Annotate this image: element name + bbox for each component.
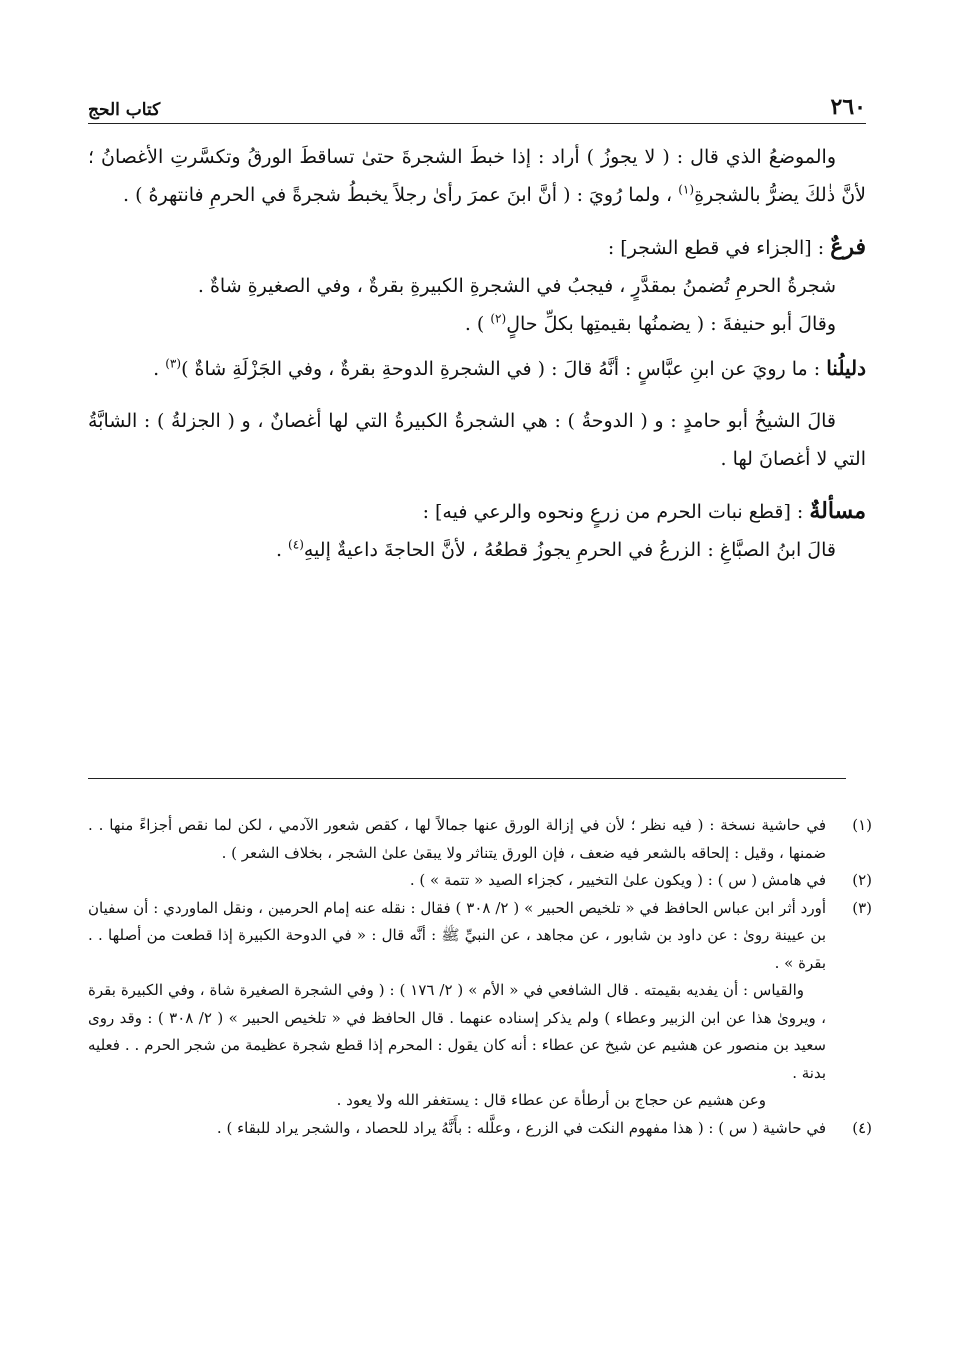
header-divider <box>88 123 866 124</box>
paragraph-1: والموضعُ الذي قال : ( لا يجوزُ ) أراد : إذا خبطَ الشجرةَ حتىٰ تساقطَ الورقُ وتكسَّرتِ الأغصانُ ؛ لأنَّ ذٰلكَ يضرُّ بالشجرةِ$^{(١)}$ ، ولما رُويَ : ( أنَّ ابنَ عمرَ رأىٰ رجلاً يخبطُ شجرةً في الحرمِ فانتهرهُ ) . <box>88 146 866 206</box>
masala-title: : [قطع نبات الحرم من زرعٍ ونحوه والرعي فيه] : <box>422 501 810 523</box>
page-number: ٢٦٠ <box>830 94 866 120</box>
footnote-3 <box>88 895 872 1115</box>
footnote-divider <box>88 778 846 779</box>
footnote-number: (٤) <box>852 1118 872 1137</box>
far-title: : [الجزاء في قطع الشجر] : <box>607 237 831 259</box>
footnote-ref-2: (٢) <box>490 311 507 326</box>
paragraph-4: دليلُنا : ما رويَ عن ابنِ عبَّاسٍ : أنَّهُ قالَ : ( في الشجرةِ الدوحةِ بقرةٌ ، وفي الجَزْلَةِ شاةٌ )$^{(٣)}$ . <box>153 356 866 380</box>
footnote-text: أورد أثر ابن عباس الحافظ في « تلخيص الحبير » ( ٢/ ٣٠٨ ) فقال : نقله عنه إمام الحرمين ، ونقل الماوردي : أن سفيان بن عيينة روىٰ : عن داود بن شابور ، عن مجاهد ، عن النبيِّ ﷺ : أنَّه قال : « في الدوحة الكبيرة إذا قطعت من أصلها . . بقرة » . <box>88 898 827 972</box>
footnote-4 <box>88 1115 872 1143</box>
footnote-text: في حاشية نسخة : ( فيه نظر ؛ لأن في إزالة الورق عنها جمالاً لها ، كقص شعور الآدمي ، لكن لما نقص أجزاءً منها . . ضمنها ، وقيل : إلحاقه بالشعر فيه ضعف ، فإن الورق يتناثر ولا يبقىٰ علىٰ الشجر ، بخلاف الشعر ) . <box>88 816 826 862</box>
footnote-text-continued: والقياس : أن يفديه بقيمته . قال الشافعي في « الأم » ( ٢/ ١٧٦ ) : ( وفي الشجرة الصغيرة شاة ، وفي الكبيرة بقرة ، ويروىٰ هذا عن ابن الزبير وعطاء ) ولم يذكر إسناده عنهما . قال الحافظ في « تلخيص الحبير » ( ٢/ ٣٠٨ ) : وقد روى سعيد بن منصور عن هشيم عن شيخ عن عطاء : أنه كان يقول : المحرم إذا قطع شجرة عظيمة من شجر الحرم . . فعليه بدنة . <box>88 981 827 1082</box>
footnote-ref-3: (٣) <box>165 356 182 371</box>
book-title: كتاب الحج <box>88 100 161 120</box>
paragraph-2: شجرةُ الحرمِ تُضمنُ بمقدَّرٍ ، فيجبُ في الشجرةِ الكبيرةِ بقرةٌ ، وفي الصغيرةِ شاةٌ . <box>197 275 836 297</box>
masala-label: مسألةٌ <box>809 498 866 524</box>
dalil-label: دليلُنا <box>826 356 866 380</box>
footnote-1 <box>88 812 872 867</box>
paragraph-6: قالَ ابنُ الصبَّاغِ : الزرعُ في الحرمِ يجوزُ قطعُهُ ، لأنَّ الحاجةَ داعيةٌ إليهِ$^{(٤)}$ . <box>275 537 836 561</box>
paragraph-5: قالَ الشيخُ أبو حامدٍ : و ( الدوحةُ ) : هي الشجرةُ الكبيرةُ التي لها أغصانٌ ، و ( الجزلةُ ) : الشابَّةُ التي لا أغصانَ لها . <box>88 410 866 470</box>
far-label: فرعٌ <box>830 234 866 260</box>
footnote-text: في هامش ( س ) : ( ويكون علىٰ التخيير ، كجزاء الصيد « تتمة » ) . <box>409 871 826 889</box>
page-header <box>88 86 866 120</box>
section-far <box>88 228 866 267</box>
footnote-ref-4: (٤) <box>288 537 304 552</box>
footnote-number: (١) <box>852 816 872 834</box>
footnotes <box>88 812 872 1142</box>
footnote-2 <box>88 867 872 895</box>
footnote-number: (٢) <box>852 871 872 889</box>
footnote-number: (٣) <box>852 898 872 917</box>
main-text <box>88 138 866 569</box>
section-masala <box>88 492 866 531</box>
footnote-text-continued: وعن هشيم عن حجاج بن أرطأة عن عطاء قال : يستغفر الله ولا يعود . <box>336 1091 766 1109</box>
footnote-text: في حاشية ( س ) : ( هذا مفهوم النكت في الزرع ، وعلَّله : بأَنَّهُ يراد للحصاد ، والشجر يراد للبقاء ) . <box>216 1118 826 1137</box>
paragraph-3: وقالَ أبو حنيفةَ : ( يضمنُها بقيمتِها بكلِّ حالٍ$^{(٢)}$ ) . <box>464 311 836 335</box>
footnote-ref-1: (١) <box>678 182 695 197</box>
